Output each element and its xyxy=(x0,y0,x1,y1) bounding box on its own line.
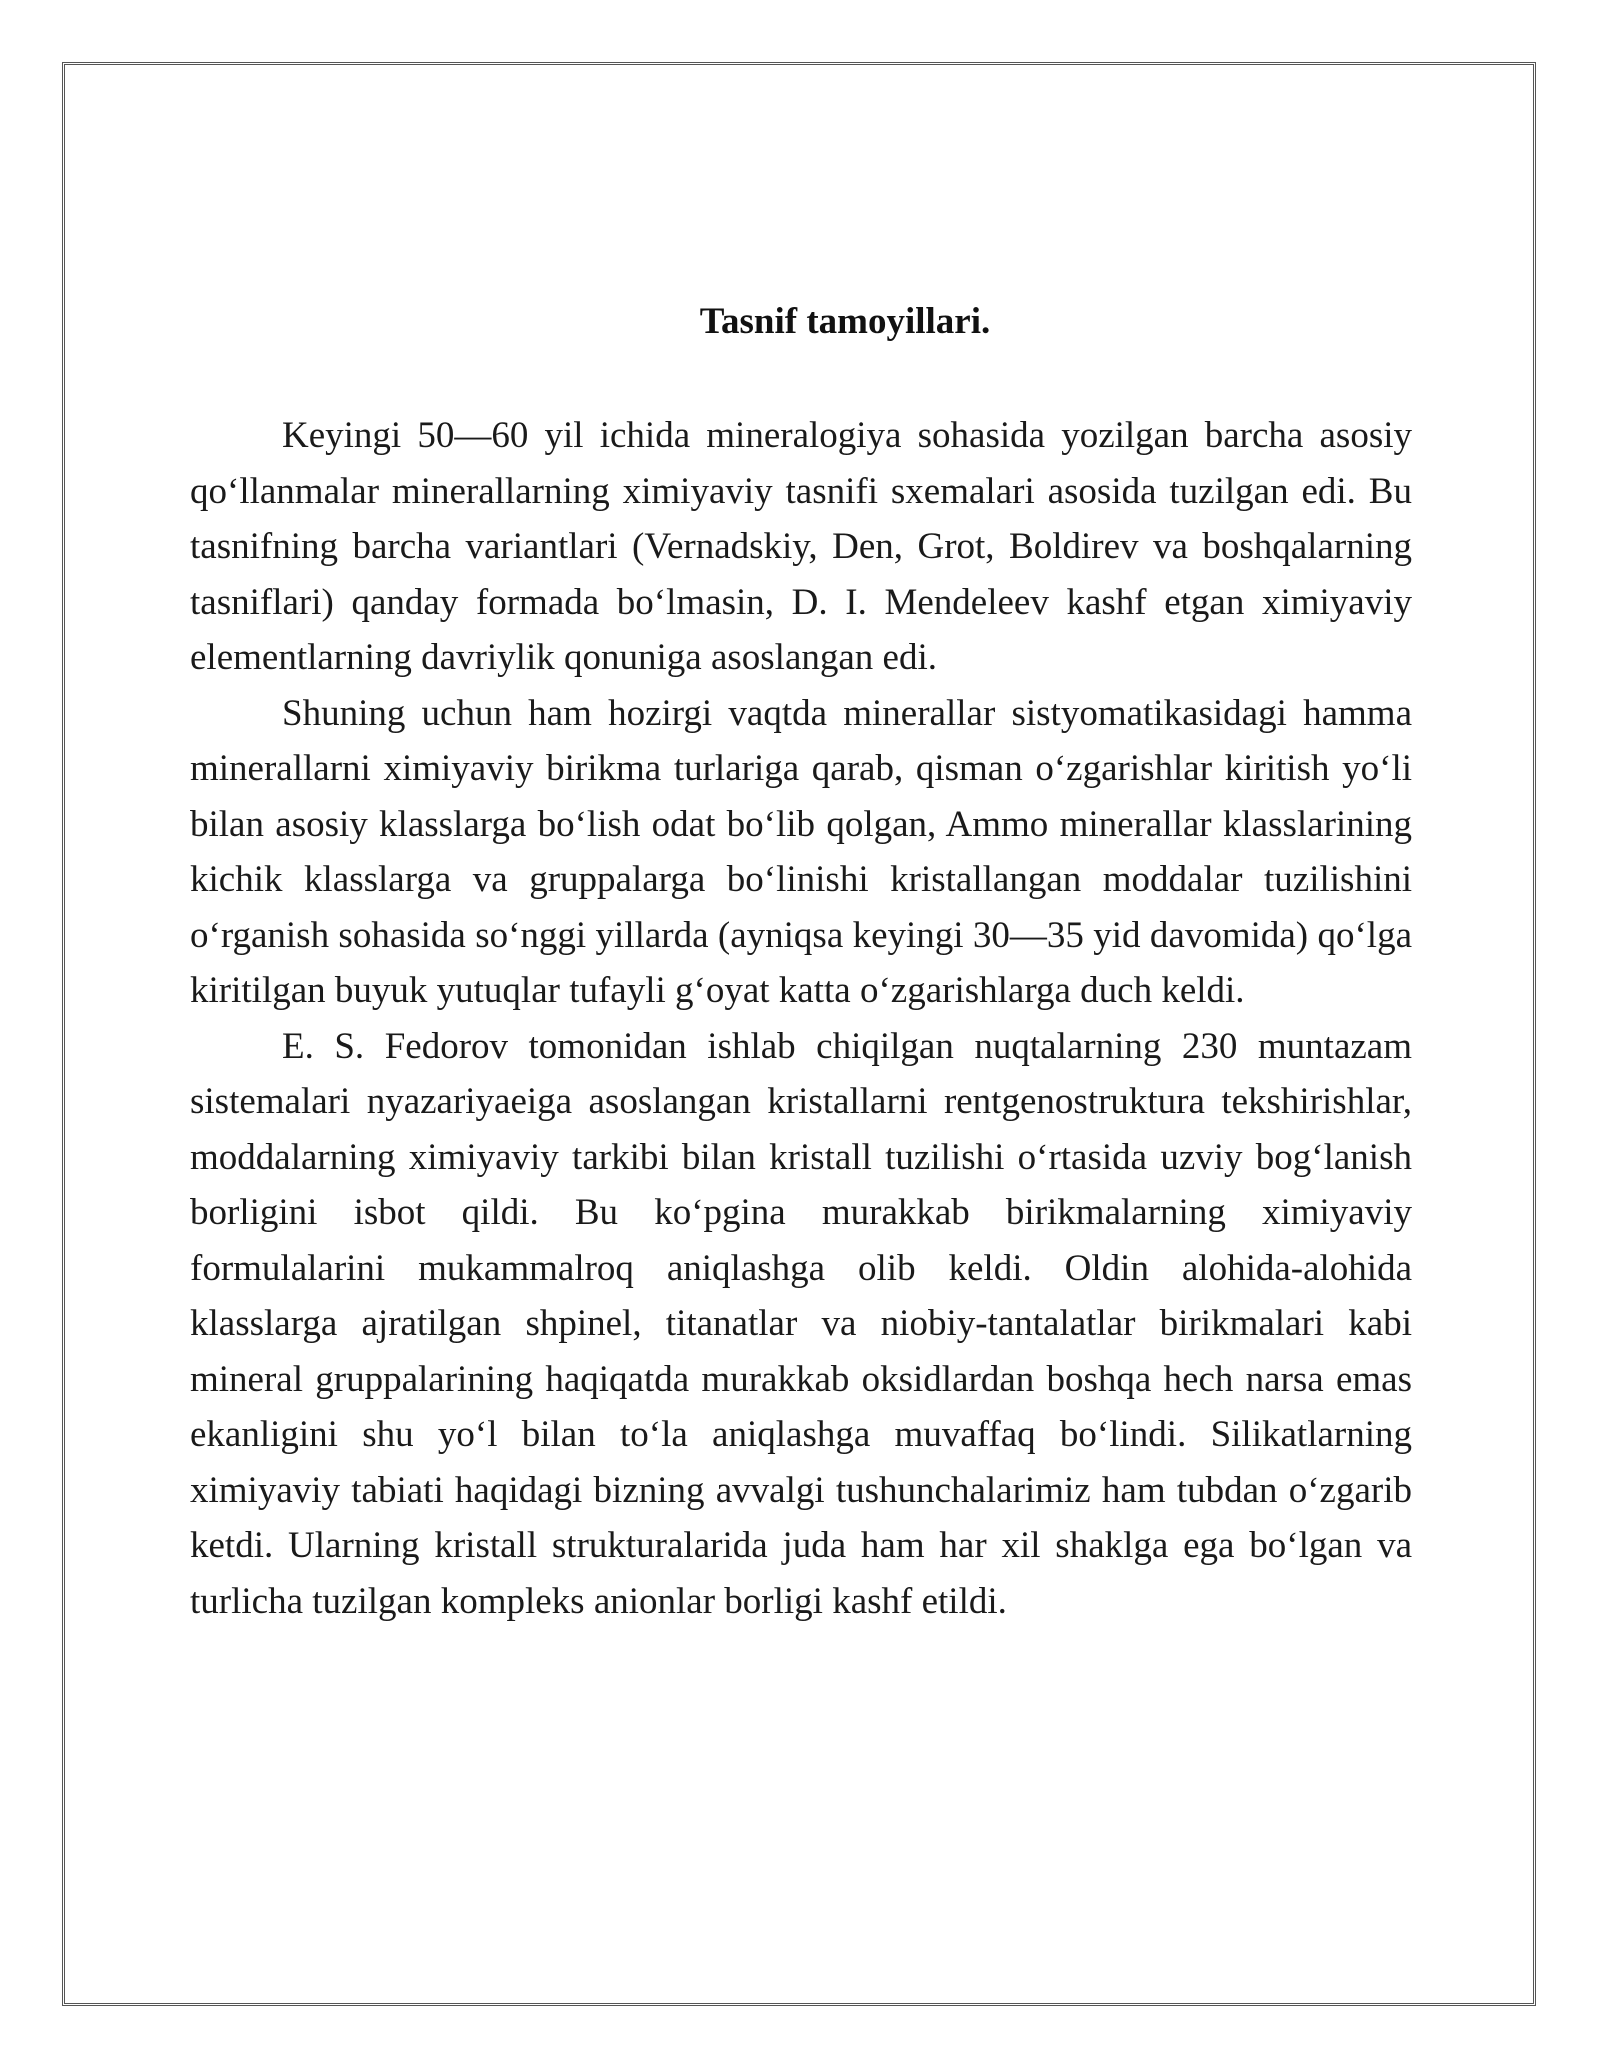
paragraph-3: E. S. Fedorov tomonidan ishlab chiqilgan nuqtalarning 230 muntazam sistemalari nyazariyaeiga asoslangan kristallarni rentgenostruktura tekshirishlar, moddalarning ximiyaviy tarkibi bilan kristall tuzilishi o‘rtasida uzviy bog‘lanish borligini isbot qildi. Bu ko‘pgina murakkab birikmalarning ximiyaviy formulalarini mukammalroq aniqlashga olib keldi. Oldin alohida-alohida klasslarga ajratilgan shpinel, titanatlar va niobiy-tantalatlar birikmalari kabi mineral gruppalarining haqiqatda murakkab oksidlardan boshqa hech narsa emas ekanligini shu yo‘l bilan to‘la aniqlashga muvaffaq bo‘lindi. Silikatlarning ximiyaviy tabiati haqidagi bizning avvalgi tushunchalarimiz ham tubdan o‘zgarib ketdi. Ularning kristall strukturalarida juda ham har xil shaklga ega bo‘lgan va turlicha tuzilgan kompleks anionlar borligi kashf etildi. xyxy=(190,1025,1412,1622)
paragraph-1: Keyingi 50—60 yil ichida mineralogiya sohasida yozilgan barcha asosiy qo‘llanmalar minerallarning ximiyaviy tasnifi sxemalari asosida tuzilgan edi. Bu tasnifning barcha variantlari (Vernadskiy, Den, Grot, Boldirev va boshqalarning tasniflari) qanday formada bo‘lmasin, D. I. Mendeleev kashf etgan ximiyaviy elementlarning davriylik qonuniga asoslangan edi. xyxy=(190,415,1412,678)
document-body xyxy=(190,408,1412,1629)
paragraph-2: Shuning uchun ham hozirgi vaqtda minerallar sistyomatikasidagi hamma minerallarni ximiyaviy birikma turlariga qarab, qisman o‘zgarishlar kiritish yo‘li bilan asosiy klasslarga bo‘lish odat bo‘lib qolgan, Ammo minerallar klasslarining kichik klasslarga va gruppalarga bo‘linishi kristallangan moddalar tuzilishini o‘rganish sohasida so‘nggi yillarda (ayniqsa keyingi 30—35 yid davomida) qo‘lga kiritilgan buyuk yutuqlar tufayli g‘oyat katta o‘zgarishlarga duch keldi. xyxy=(190,692,1412,1011)
document-title: Tasnif tamoyillari. xyxy=(699,301,991,342)
